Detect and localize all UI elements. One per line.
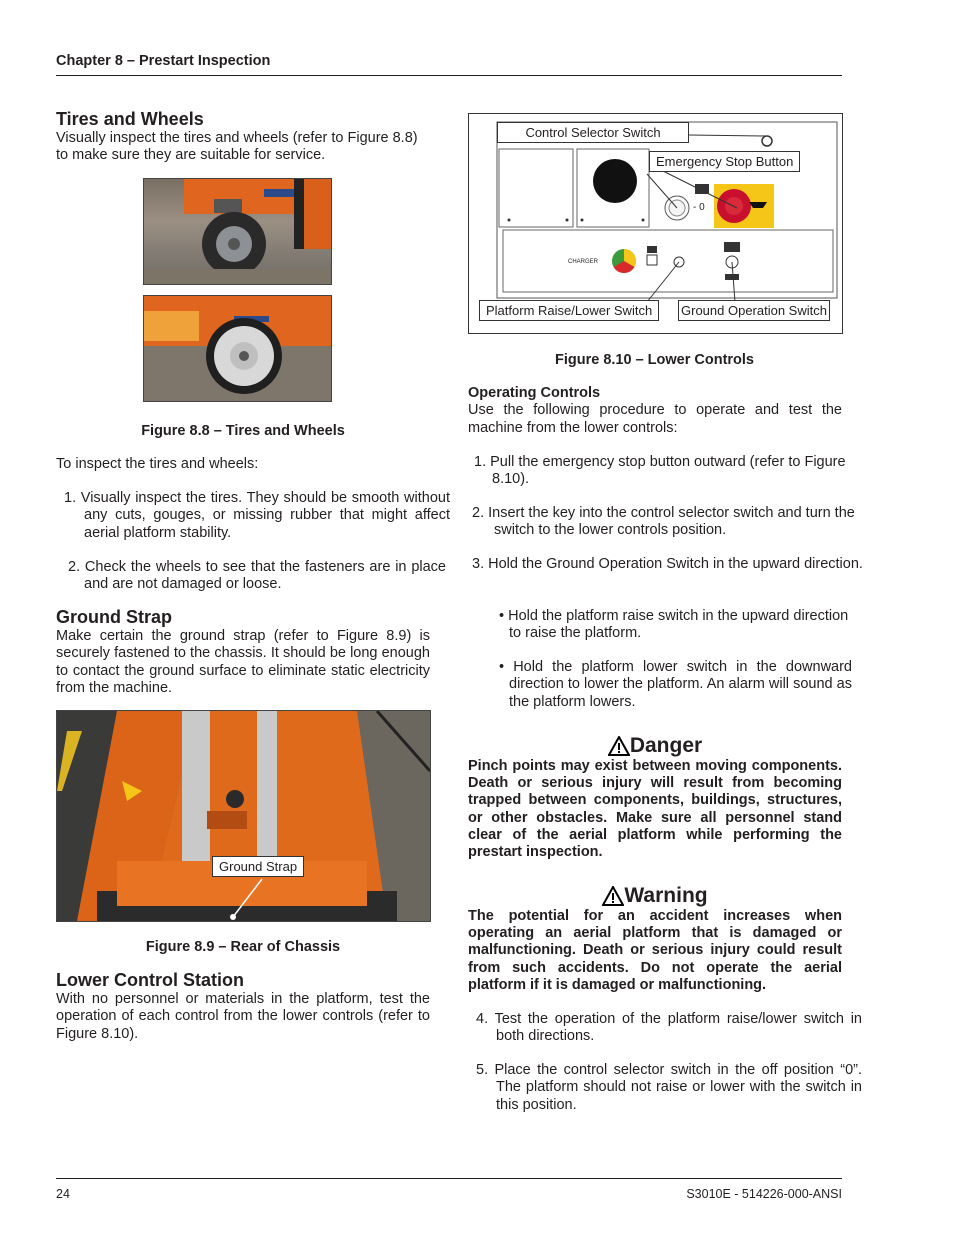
lower-section xyxy=(56,970,430,1043)
tire-photo-1 xyxy=(143,178,332,285)
danger-box xyxy=(468,734,842,861)
rear-chassis-photo xyxy=(56,710,431,922)
warning-heading xyxy=(468,884,842,908)
tires-step-2: 2. Check the wheels to see that the fasteners are in place and are not damaged or loose. xyxy=(68,559,446,593)
zero-position-label: - 0 xyxy=(693,202,705,213)
lower-heading: Lower Control Station xyxy=(56,970,244,990)
tires-step-1: 1. Visually inspect the tires. They should be smooth without any cuts, gouges, or missing rubber that might affect aerial platform stability. xyxy=(64,490,450,541)
page-number: 24 xyxy=(56,1187,70,1201)
charger-label: CHARGER xyxy=(568,259,599,265)
chapter-header: Chapter 8 – Prestart Inspection xyxy=(56,53,271,69)
operating-step-4: 4. Test the operation of the platform raise/lower switch in both directions. xyxy=(476,1011,862,1045)
header-rule xyxy=(56,75,842,76)
warning-icon xyxy=(602,886,624,906)
warning-title: Warning xyxy=(624,884,708,907)
platform-raise-lower-label: Platform Raise/Lower Switch xyxy=(479,300,659,321)
tire-photo-2 xyxy=(143,295,332,402)
operating-bullet-2: • Hold the platform lower switch in the downward direction to lower the platform. An alarm will sound as the platform lowers. xyxy=(499,659,852,710)
ground-operation-label: Ground Operation Switch xyxy=(678,300,830,321)
ground-section xyxy=(56,607,430,697)
figure-8-10-caption: Figure 8.10 – Lower Controls xyxy=(554,352,754,368)
danger-text: Pinch points may exist between moving components. Death or serious injury will result from becoming trapped between components, buildings, structures, or other obstacles. Make sure all personnel stand clear of the aerial platform while performing the prestart inspection. xyxy=(468,758,842,861)
tires-intro: Visually inspect the tires and wheels (refer to Figure 8.8) to make sure they are suitable for service. xyxy=(56,130,418,164)
lower-text: With no personnel or materials in the platform, test the operation of each control from the lower controls (refer to Figure 8.10). xyxy=(56,991,430,1042)
lower-controls-figure xyxy=(468,113,843,334)
tires-section xyxy=(56,109,430,165)
figure-8-9-caption: Figure 8.9 – Rear of Chassis xyxy=(145,939,341,955)
operating-step-2: 2. Insert the key into the control selector switch and turn the switch to the lower controls position. xyxy=(472,505,855,539)
operating-section xyxy=(468,385,842,437)
ground-text: Make certain the ground strap (refer to Figure 8.9) is securely fastened to the chassis. It should be long enough to contact the ground surface to eliminate static electricity from the machine. xyxy=(56,628,430,696)
operating-step-3: 3. Hold the Ground Operation Switch in the upward direction. xyxy=(472,556,863,572)
warning-text: The potential for an accident increases when operating an aerial platform that is damaged or malfunctioning. Death or serious injury could result from such accidents. Do not operate the aerial platform if it is damaged or malfunctioning. xyxy=(468,908,842,993)
ground-heading: Ground Strap xyxy=(56,607,172,627)
operating-bullet-1: • Hold the platform raise switch in the upward direction to raise the platform. xyxy=(499,608,849,642)
document-number: S3010E - 514226-000-ANSI xyxy=(686,1187,842,1201)
danger-title: Danger xyxy=(629,734,703,757)
operating-step-5: 5. Place the control selector switch in the off position “0”. The platform should not raise or lower with the switch in this position. xyxy=(476,1062,862,1113)
figure-8-8-caption: Figure 8.8 – Tires and Wheels xyxy=(141,423,345,439)
footer-rule xyxy=(56,1178,842,1179)
tires-lead: To inspect the tires and wheels: xyxy=(56,456,259,472)
operating-intro: Use the following procedure to operate and test the machine from the lower controls: xyxy=(468,402,842,436)
tires-heading: Tires and Wheels xyxy=(56,109,204,129)
control-selector-label: Control Selector Switch xyxy=(497,122,689,143)
ground-strap-label: Ground Strap xyxy=(212,856,304,877)
danger-icon xyxy=(608,736,630,756)
danger-heading xyxy=(468,734,842,758)
operating-step-1: 1. Pull the emergency stop button outward (refer to Figure 8.10). xyxy=(474,454,846,488)
emergency-stop-label: Emergency Stop Button xyxy=(649,151,800,172)
operating-heading: Operating Controls xyxy=(468,385,601,401)
warning-box xyxy=(468,884,842,994)
